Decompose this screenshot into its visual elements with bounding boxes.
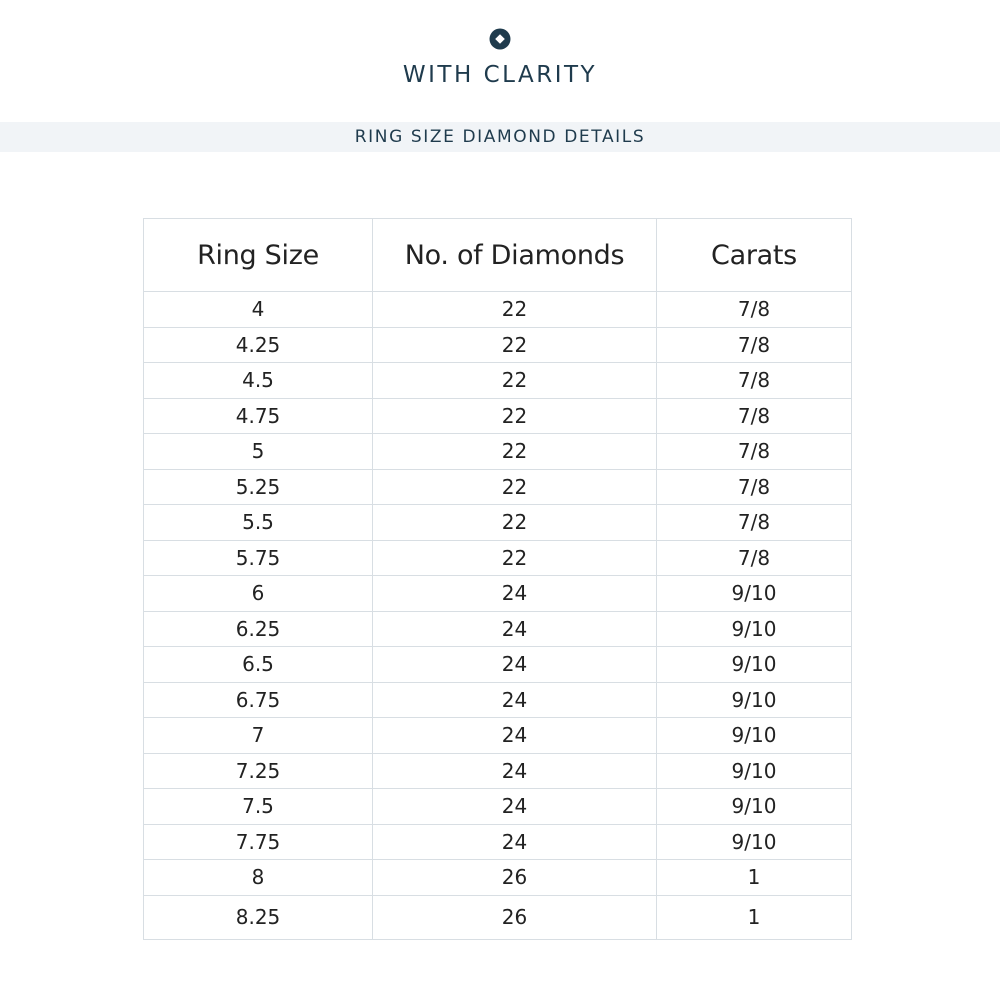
cell-no-of-diamonds: 24 [373,647,657,683]
table-row [144,505,852,541]
cell-no-of-diamonds: 22 [373,505,657,541]
cell-no-of-diamonds: 24 [373,611,657,647]
cell-carats: 1 [657,860,852,896]
header-no-of-diamonds: No. of Diamonds [373,219,657,292]
cell-carats: 9/10 [657,824,852,860]
table-row [144,292,852,328]
title-banner [0,122,1000,152]
cell-ring-size: 6.25 [144,611,373,647]
ring-size-table [143,218,852,940]
cell-carats: 9/10 [657,753,852,789]
cell-ring-size: 6.5 [144,647,373,683]
cell-carats: 7/8 [657,398,852,434]
cell-carats: 9/10 [657,576,852,612]
cell-carats: 7/8 [657,540,852,576]
cell-no-of-diamonds: 22 [373,327,657,363]
brand-name: WITH CLARITY [402,62,598,88]
page-title: RING SIZE DIAMOND DETAILS [354,127,646,147]
cell-carats: 9/10 [657,611,852,647]
diamond-circle-icon [489,28,511,50]
table-row [144,540,852,576]
cell-no-of-diamonds: 26 [373,860,657,896]
cell-carats: 7/8 [657,327,852,363]
table-row [144,718,852,754]
cell-ring-size: 4.75 [144,398,373,434]
cell-no-of-diamonds: 24 [373,824,657,860]
cell-no-of-diamonds: 22 [373,434,657,470]
table-row [144,895,852,939]
cell-no-of-diamonds: 26 [373,895,657,939]
table-row [144,363,852,399]
cell-no-of-diamonds: 24 [373,789,657,825]
table-row [144,860,852,896]
cell-ring-size: 7.75 [144,824,373,860]
cell-no-of-diamonds: 24 [373,718,657,754]
cell-carats: 1 [657,895,852,939]
cell-no-of-diamonds: 22 [373,540,657,576]
table-row [144,647,852,683]
cell-ring-size: 5.75 [144,540,373,576]
cell-ring-size: 8.25 [144,895,373,939]
cell-ring-size: 6 [144,576,373,612]
table-row [144,789,852,825]
table-row [144,398,852,434]
cell-ring-size: 4.5 [144,363,373,399]
table-row [144,469,852,505]
cell-ring-size: 5.25 [144,469,373,505]
table-row [144,576,852,612]
cell-carats: 7/8 [657,363,852,399]
cell-carats: 9/10 [657,718,852,754]
cell-no-of-diamonds: 22 [373,292,657,328]
cell-carats: 9/10 [657,647,852,683]
cell-carats: 7/8 [657,469,852,505]
cell-no-of-diamonds: 24 [373,576,657,612]
cell-carats: 7/8 [657,434,852,470]
cell-ring-size: 7.5 [144,789,373,825]
table-row [144,753,852,789]
cell-ring-size: 7 [144,718,373,754]
table-row [144,682,852,718]
cell-ring-size: 5 [144,434,373,470]
cell-ring-size: 4 [144,292,373,328]
cell-ring-size: 4.25 [144,327,373,363]
table-row [144,611,852,647]
cell-ring-size: 7.25 [144,753,373,789]
header-ring-size: Ring Size [144,219,373,292]
cell-ring-size: 8 [144,860,373,896]
cell-no-of-diamonds: 22 [373,398,657,434]
cell-carats: 7/8 [657,292,852,328]
table-row [144,824,852,860]
cell-carats: 7/8 [657,505,852,541]
cell-no-of-diamonds: 24 [373,753,657,789]
cell-no-of-diamonds: 24 [373,682,657,718]
header-carats: Carats [657,219,852,292]
cell-ring-size: 5.5 [144,505,373,541]
table-row [144,434,852,470]
cell-no-of-diamonds: 22 [373,469,657,505]
table-row [144,327,852,363]
table-header-row [144,219,852,292]
cell-no-of-diamonds: 22 [373,363,657,399]
cell-carats: 9/10 [657,682,852,718]
cell-ring-size: 6.75 [144,682,373,718]
cell-carats: 9/10 [657,789,852,825]
